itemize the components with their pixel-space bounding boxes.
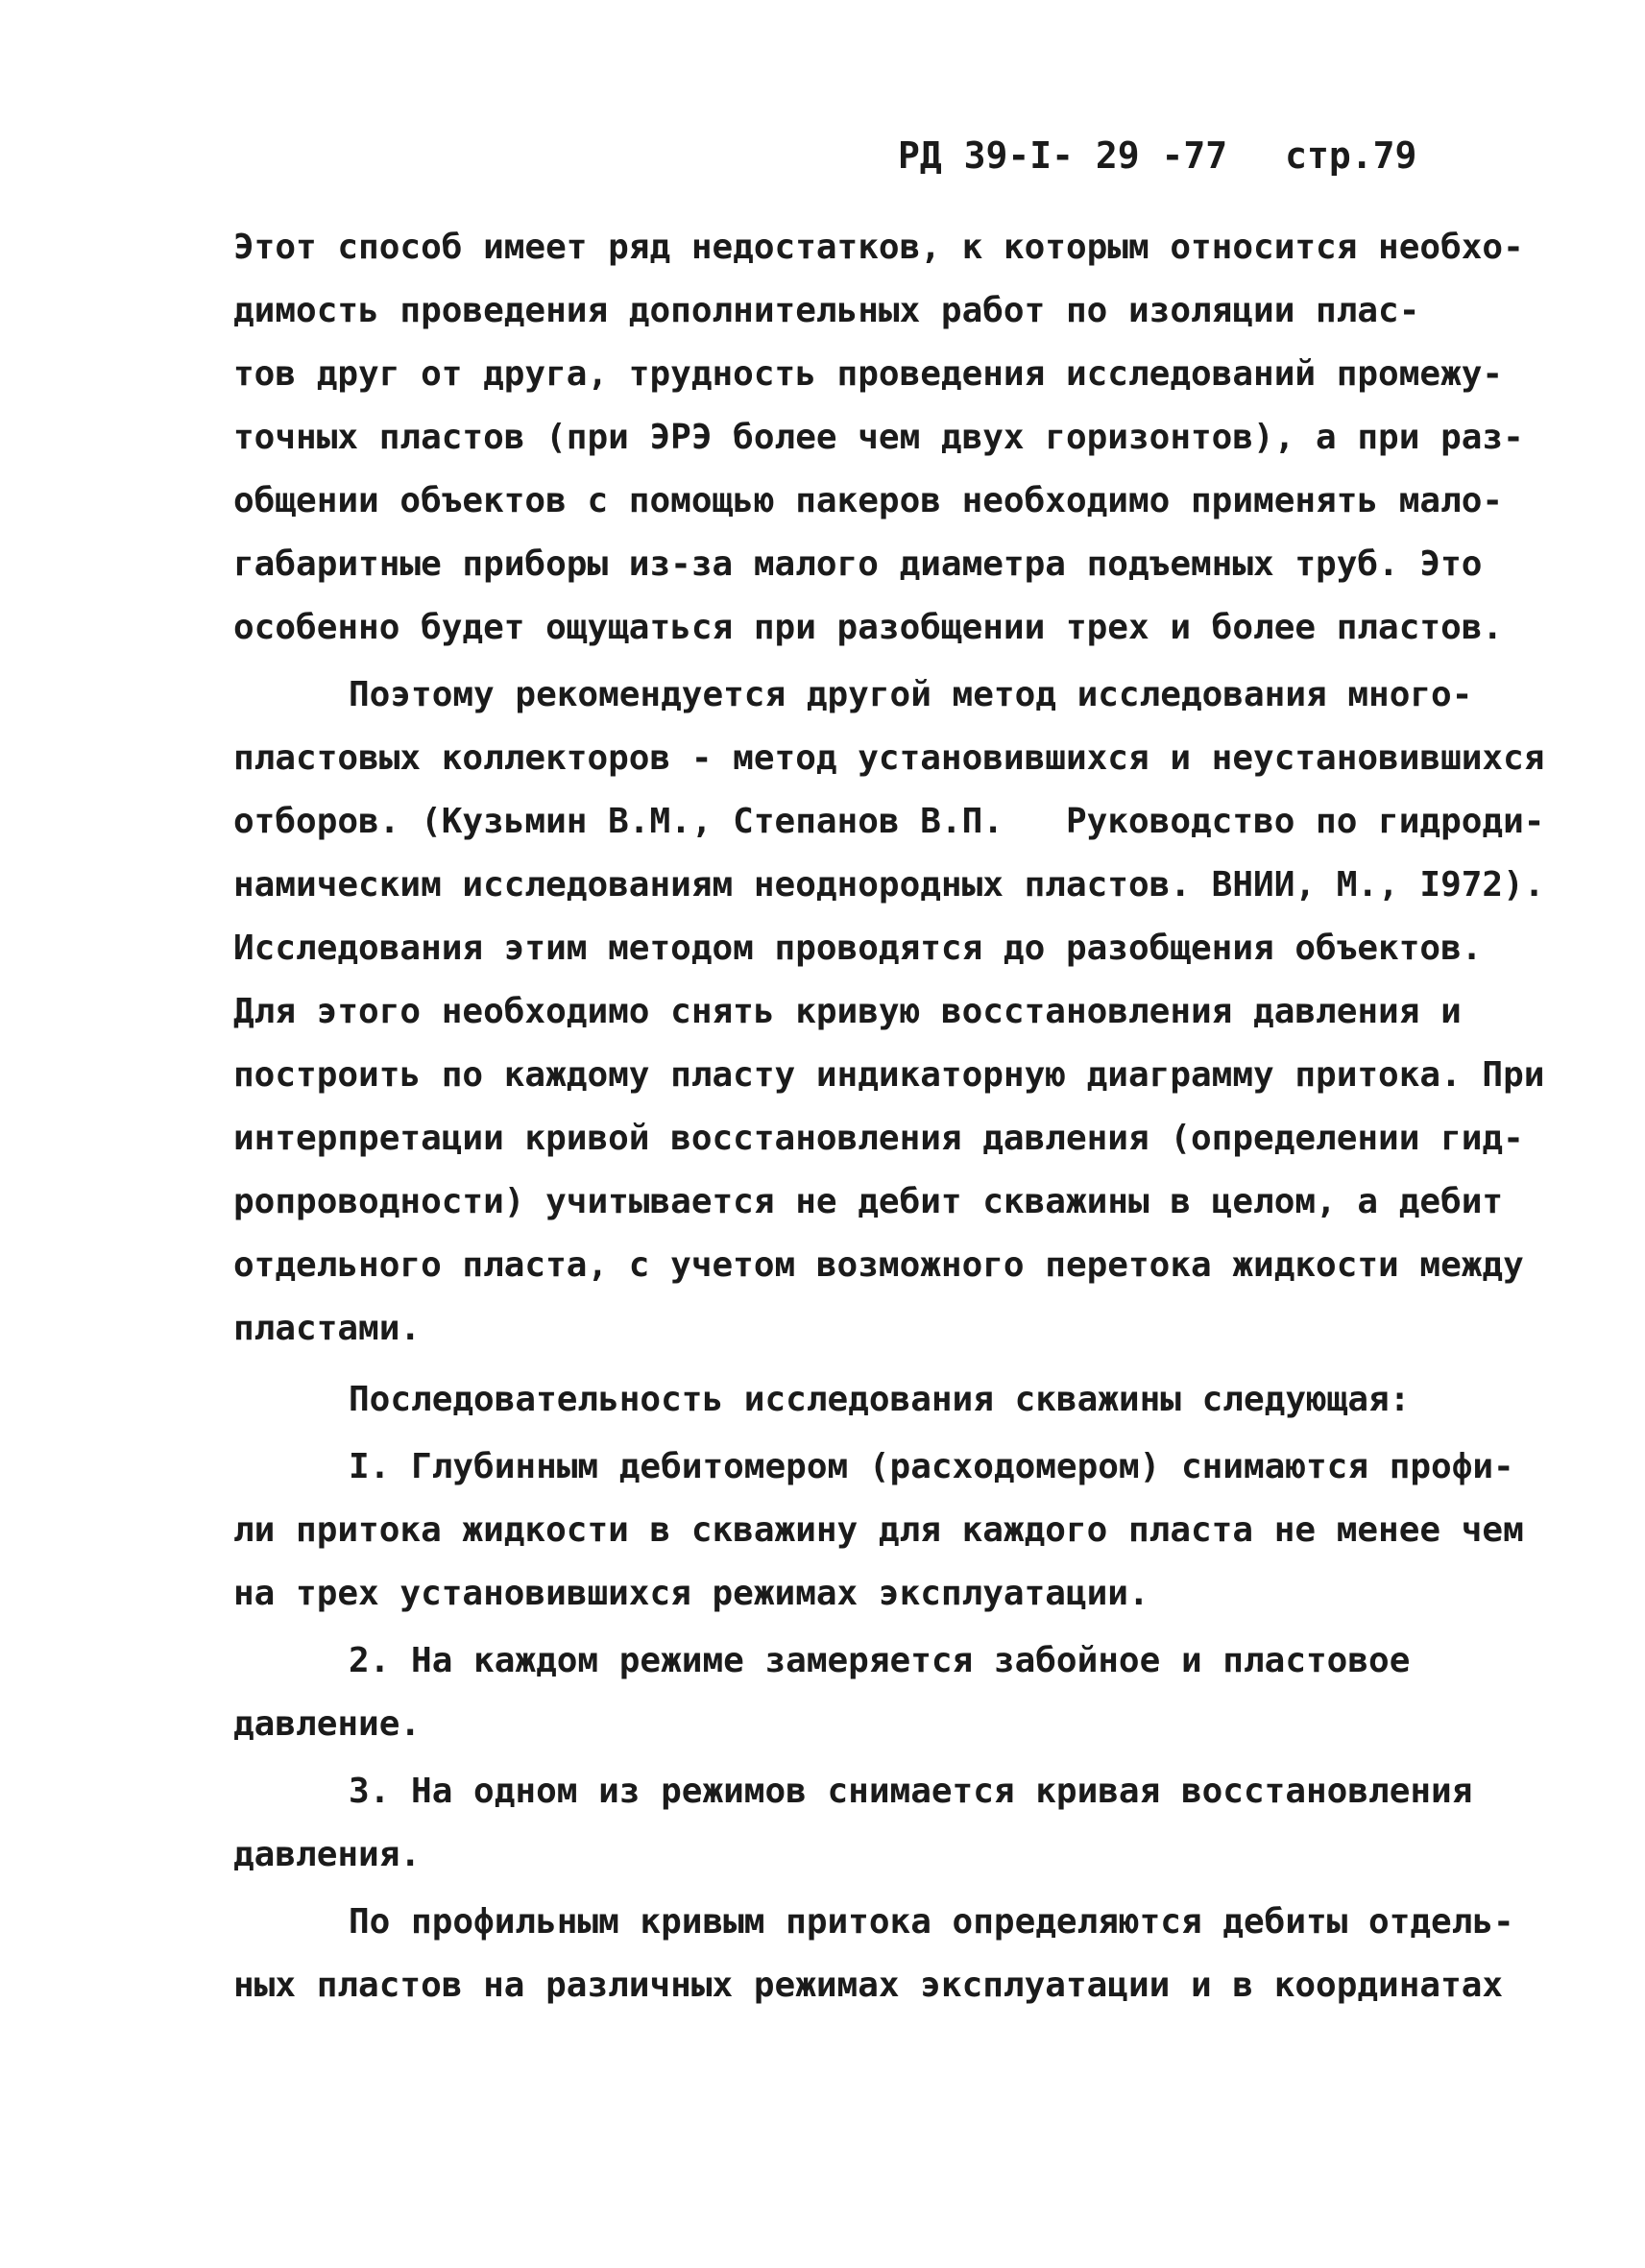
text-line: ных пластов на различных режимах эксплуатации и в координатах	[233, 1966, 1504, 2005]
text-line: точных пластов (при ЭРЭ более чем двух горизонтов), а при раз-	[233, 418, 1524, 457]
document-code: РД 39-I- 29 -77	[898, 134, 1228, 177]
text-line: габаритные приборы из-за малого диаметра подъемных труб. Это	[233, 544, 1483, 584]
text-line: Исследования этим методом проводятся до разобщения объектов.	[233, 929, 1483, 968]
text-line: 2. На каждом режиме замеряется забойное и пластовое	[349, 1641, 1411, 1680]
text-line: Для этого необходимо снять кривую восстановления давления и	[233, 992, 1462, 1031]
text-line: давления.	[233, 1835, 422, 1874]
text-line: I. Глубинным дебитомером (расходомером) снимаются профи-	[349, 1447, 1514, 1486]
text-line: тов друг от друга, трудность проведения исследований промежу-	[233, 354, 1504, 394]
text-line: пластовых коллекторов - метод установившихся и неустановившихся	[233, 738, 1545, 778]
text-line: намическим исследованиям неоднородных пластов. ВНИИ, М., I972).	[233, 865, 1545, 905]
text-line: особенно будет ощущаться при разобщении трех и более пластов.	[233, 608, 1504, 647]
text-line: Поэтому рекомендуется другой метод исследования много-	[349, 675, 1473, 714]
text-line: ли притока жидкости в скважину для каждого пласта не менее чем	[233, 1510, 1524, 1550]
text-line: отборов. (Кузьмин В.М., Степанов В.П. Руководство по гидроди-	[233, 802, 1545, 841]
text-line: димость проведения дополнительных работ по изоляции плас-	[233, 291, 1420, 330]
text-line: давление.	[233, 1704, 422, 1744]
text-line: Этот способ имеет ряд недостатков, к которым относится необхо-	[233, 228, 1524, 267]
text-line: По профильным кривым притока определяются дебиты отдель-	[349, 1902, 1514, 1942]
text-line: 3. На одном из режимов снимается кривая восстановления	[349, 1772, 1473, 1811]
page-header	[898, 134, 1416, 177]
page-number: стр.79	[1285, 134, 1417, 177]
text-line: на трех установившихся режимах эксплуатации.	[233, 1574, 1149, 1613]
text-line: общении объектов с помощью пакеров необходимо применять мало-	[233, 481, 1504, 520]
text-line: пластами.	[233, 1309, 422, 1348]
text-line: отдельного пласта, с учетом возможного перетока жидкости между	[233, 1245, 1524, 1285]
text-line: построить по каждому пласту индикаторную диаграмму притока. При	[233, 1055, 1545, 1095]
text-line: интерпретации кривой восстановления давления (определении гид-	[233, 1119, 1524, 1158]
text-line: ропроводности) учитывается не дебит скважины в целом, а дебит	[233, 1182, 1504, 1221]
text-line: Последовательность исследования скважины следующая:	[349, 1380, 1411, 1419]
